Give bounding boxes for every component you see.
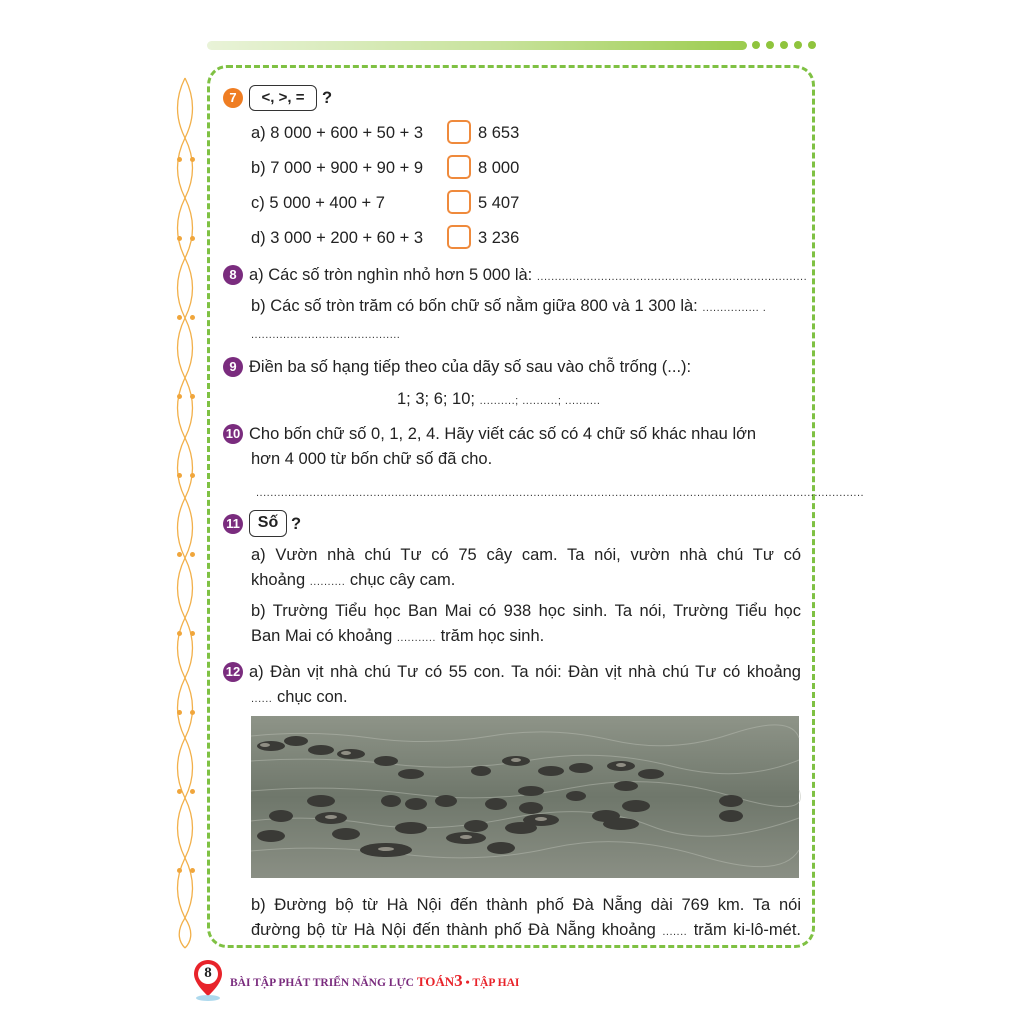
- decor-dot: [780, 41, 788, 49]
- question-number-10: 10: [223, 424, 243, 444]
- footer-title: [230, 971, 519, 991]
- q11-part-a-line2: [251, 568, 801, 595]
- question-number-12: 12: [223, 662, 243, 682]
- footer-grade: 3: [454, 971, 463, 990]
- ducks-on-pond-photo: [251, 716, 799, 878]
- q8-part-a-blank[interactable]: ............................................................................: [536, 271, 808, 283]
- q8-part-a-text: a) Các số tròn nghìn nhỏ hơn 5 000 là:: [249, 266, 533, 284]
- compare-signs-tag: <, >, =: [249, 85, 317, 111]
- q7-item-c-expression: c) 5 000 + 400 + 7: [251, 194, 385, 212]
- q11-part-b-pre: Ban Mai có khoảng: [251, 627, 393, 645]
- q12-part-b-line2: [251, 918, 801, 945]
- decor-dot: [794, 41, 802, 49]
- side-dot: [190, 710, 195, 715]
- q12-part-a: [249, 660, 801, 712]
- question-number-7: 7: [223, 88, 243, 108]
- number-tag: Số: [249, 510, 287, 537]
- q11-part-a-post: chục cây cam.: [349, 571, 456, 589]
- q11-part-b-line2: [251, 624, 801, 651]
- q9-instruction: Điền ba số hạng tiếp theo của dãy số sau vào chỗ trống (...):: [249, 358, 692, 376]
- question-number-11: 11: [223, 514, 243, 534]
- q8-part-a: [249, 265, 807, 287]
- q10-answer-line[interactable]: ...........................................................................................................................................................................: [256, 487, 865, 499]
- question-number-9: 9: [223, 357, 243, 377]
- side-dot: [177, 236, 182, 241]
- page-number: 8: [204, 965, 212, 981]
- q8-part-b-blank[interactable]: ................ .: [702, 302, 767, 314]
- q11-part-a-blank[interactable]: ..........: [309, 576, 346, 588]
- side-dot: [190, 473, 195, 478]
- q7-item-d-expression: d) 3 000 + 200 + 60 + 3: [251, 229, 424, 247]
- side-dot: [177, 868, 182, 873]
- side-dot: [190, 394, 195, 399]
- q7-item-a-value: 8 653: [478, 124, 520, 142]
- decor-dot: [752, 41, 760, 49]
- q7-item-b-expression: b) 7 000 + 900 + 90 + 9: [251, 159, 424, 177]
- q11-part-a-line1: a) Vườn nhà chú Tư có 75 cây cam. Ta nói, vườn nhà chú Tư có: [251, 546, 801, 564]
- q7-item-c-value: 5 407: [478, 194, 520, 212]
- q7-item-b-value: 8 000: [478, 159, 520, 177]
- q10-text-line2: hơn 4 000 từ bốn chữ số đã cho.: [251, 450, 493, 468]
- q11-part-b-line1: b) Trường Tiểu học Ban Mai có 938 học sinh. Ta nói, Trường Tiểu học: [251, 602, 801, 620]
- q10-text-line1: Cho bốn chữ số 0, 1, 2, 4. Hãy viết các số có 4 chữ số khác nhau lớn: [249, 425, 757, 443]
- side-dot: [177, 631, 182, 636]
- q12-part-b-post: trăm ki-lô-mét.: [693, 921, 802, 939]
- q12-part-b-line1: b) Đường bộ từ Hà Nội đến thành phố Đà Nẵng dài 769 km. Ta nói: [251, 896, 801, 914]
- footer-volume: TẬP HAI: [472, 977, 520, 989]
- side-dot: [177, 789, 182, 794]
- q12-part-b-pre: đường bộ từ Hà Nội đến thành phố Đà Nẵng khoảng: [251, 921, 656, 939]
- q12-part-a-line1: a) Đàn vịt nhà chú Tư có 55 con. Ta nói: Đàn vịt nhà chú Tư có khoảng: [249, 663, 801, 681]
- answer-box-b[interactable]: [447, 155, 471, 179]
- side-dot: [190, 552, 195, 557]
- top-decor-bar: [207, 41, 747, 50]
- answer-box-a[interactable]: [447, 120, 471, 144]
- q11-part-a-pre: khoảng: [251, 571, 306, 589]
- q9-sequence: [397, 389, 601, 411]
- q8-part-b-blank-continued[interactable]: ..........................................: [251, 329, 401, 341]
- q7-item-d-value: 3 236: [478, 229, 520, 247]
- side-dot: [177, 394, 182, 399]
- side-dot: [190, 789, 195, 794]
- q11-part-a: [251, 543, 801, 595]
- q11-part-b: [251, 599, 801, 651]
- q11-part-b-post: trăm học sinh.: [440, 627, 545, 645]
- answer-box-d[interactable]: [447, 225, 471, 249]
- q12-part-a-post: chục con.: [276, 688, 348, 706]
- q8-part-b-text: b) Các số tròn trăm có bốn chữ số nằm giữa 800 và 1 300 là:: [251, 297, 698, 315]
- q12-part-a-blank[interactable]: ......: [251, 693, 273, 705]
- q7-item-a-expression: a) 8 000 + 600 + 50 + 3: [251, 124, 424, 142]
- side-dot: [177, 157, 182, 162]
- side-dot: [177, 315, 182, 320]
- q9-sequence-blanks[interactable]: ..........; ..........; ..........: [479, 395, 601, 407]
- answer-box-c[interactable]: [447, 190, 471, 214]
- side-dot: [177, 710, 182, 715]
- side-ornament: [170, 78, 200, 948]
- side-dot: [190, 157, 195, 162]
- side-dot: [190, 631, 195, 636]
- decor-dot: [766, 41, 774, 49]
- q11-part-b-blank[interactable]: ...........: [396, 632, 436, 644]
- decor-dot: [808, 41, 816, 49]
- q9-sequence-given: 1; 3; 6; 10;: [397, 390, 475, 408]
- footer-bullet: •: [465, 975, 470, 989]
- side-dot: [190, 236, 195, 241]
- question-number-8: 8: [223, 265, 243, 285]
- side-dot: [177, 473, 182, 478]
- question-mark: ?: [322, 89, 333, 107]
- footer-series: BÀI TẬP PHÁT TRIỂN NĂNG LỰC: [230, 977, 414, 989]
- side-dot: [190, 868, 195, 873]
- q12-part-b: [251, 893, 801, 945]
- q12-part-a-line2: [249, 685, 801, 712]
- side-dot: [190, 315, 195, 320]
- question-mark: ?: [291, 515, 302, 533]
- q12-part-b-blank[interactable]: .......: [662, 926, 688, 938]
- footer-subject: TOÁN: [416, 974, 455, 989]
- q8-part-b: [251, 296, 766, 318]
- side-dot: [177, 552, 182, 557]
